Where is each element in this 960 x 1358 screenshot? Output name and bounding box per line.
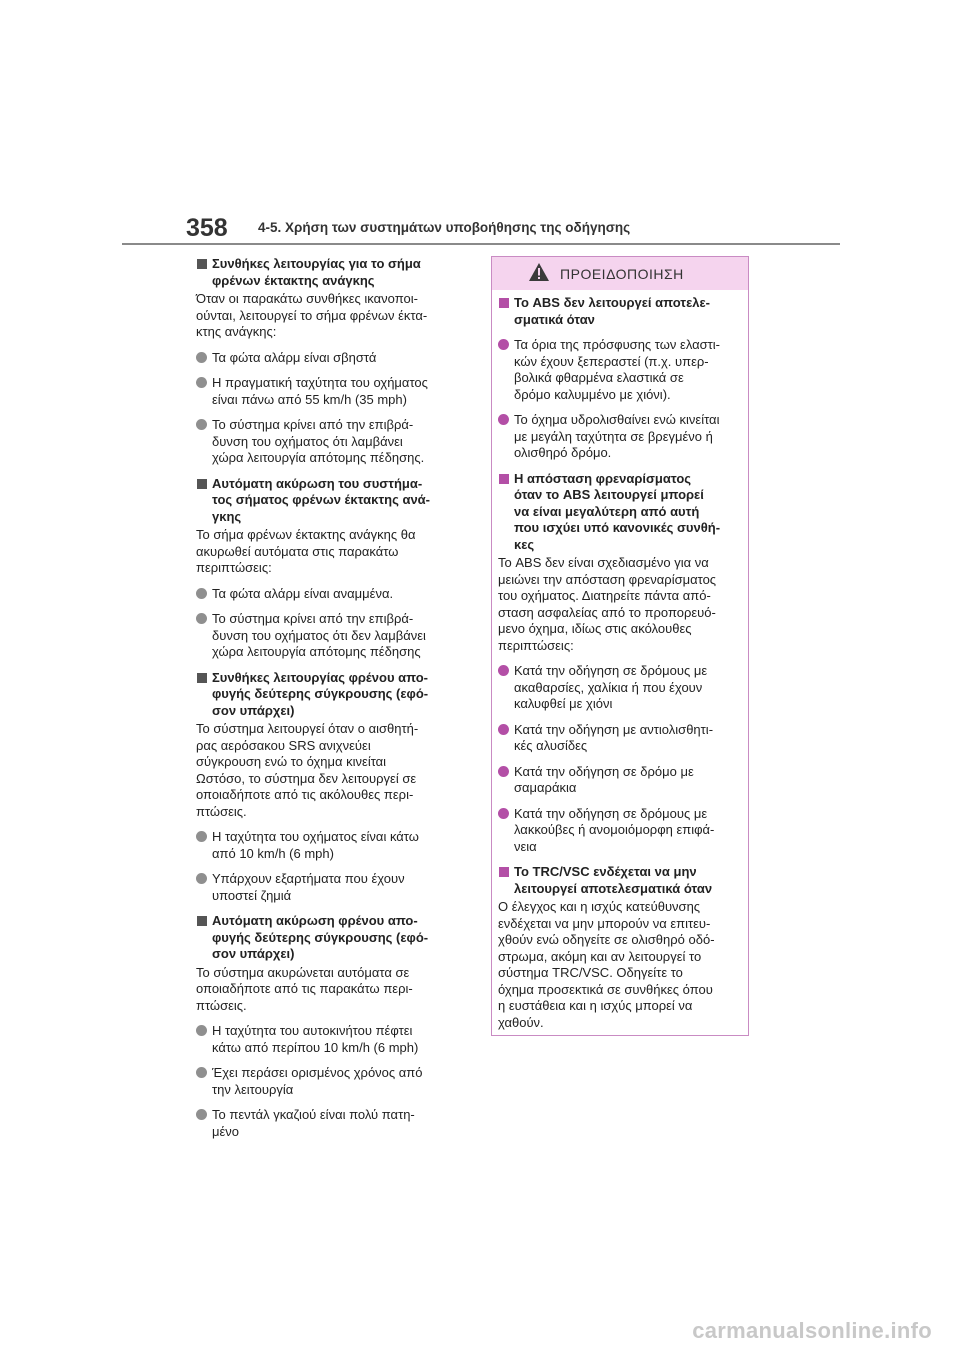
heading-line: Το ABS δεν λειτουργεί αποτελε- bbox=[514, 295, 710, 310]
paragraph-line: οποιαδήποτε από τις παρακάτω περι- bbox=[196, 981, 413, 996]
round-bullet-icon bbox=[196, 377, 207, 388]
round-bullet-icon bbox=[498, 808, 509, 819]
watermark: carmanualsonline.info bbox=[692, 1318, 932, 1343]
bullet-line: Τα φώτα αλάρμ είναι σβηστά bbox=[212, 349, 377, 365]
bullet-line: Το πεντάλ γκαζιού είναι πολύ πατη- bbox=[212, 1107, 415, 1122]
bullet-item bbox=[196, 417, 478, 467]
warning-header bbox=[492, 257, 748, 290]
bullet-line: ολισθηρό δρόμο. bbox=[514, 445, 612, 460]
paragraph-line: οποιαδήποτε από τις ακόλουθες περι- bbox=[196, 787, 414, 802]
bullet-item bbox=[196, 829, 478, 862]
round-bullet-icon bbox=[196, 419, 207, 430]
paragraph-line: μενο όχημα, ιδίως στις ακόλουθες bbox=[498, 621, 692, 636]
paragraph-line: Το σύστημα λειτουργεί όταν ο αισθητή- bbox=[196, 721, 419, 736]
bullet-line: καλυφθεί με χιόνι bbox=[514, 696, 613, 711]
bullet-line: Η ταχύτητα του οχήματος είναι κάτω bbox=[212, 829, 419, 844]
round-bullet-icon bbox=[498, 414, 509, 425]
paragraph-line: Ο έλεγχος και η ισχύς κατεύθυνσης bbox=[498, 899, 701, 914]
page-number: 358 bbox=[186, 214, 228, 242]
warning-title: ΠΡΟΕΙΔΟΠΟΙΗΣΗ bbox=[560, 266, 684, 282]
bullet-item bbox=[196, 1023, 478, 1056]
bullet-line: βολικά φθαρμένα ελαστικά σε bbox=[514, 370, 684, 385]
paragraph-line: μειώνει την απόσταση φρεναρίσματος bbox=[498, 571, 717, 587]
round-bullet-icon bbox=[196, 613, 207, 624]
section-paragraph bbox=[196, 721, 478, 820]
bullet-line: δυνση του οχήματος ότι λαμβάνει bbox=[212, 433, 403, 449]
heading-line: λειτουργεί αποτελεσματικά όταν bbox=[514, 880, 713, 896]
bullet-line: νεια bbox=[514, 838, 537, 854]
bullet-line: ακαθαρσίες, χαλίκια ή που έχουν bbox=[514, 679, 703, 695]
square-bullet-icon bbox=[499, 474, 509, 484]
bullet-item bbox=[498, 412, 743, 462]
heading-line: γκης bbox=[212, 508, 242, 524]
round-bullet-icon bbox=[498, 724, 509, 735]
round-bullet-icon bbox=[498, 339, 509, 350]
bullet-line: Τα φώτα αλάρμ είναι αναμμένα. bbox=[212, 585, 394, 601]
paragraph-line: κτης ανάγκης: bbox=[196, 324, 277, 339]
section-block bbox=[498, 295, 743, 462]
section-paragraph bbox=[196, 291, 478, 341]
heading-line: φυγής δεύτερης σύγκρουσης (εφό- bbox=[212, 929, 429, 945]
bullet-line: Κατά την οδήγηση σε δρόμο με bbox=[514, 763, 694, 779]
section-block bbox=[196, 670, 478, 905]
heading-line: Αυτόματη ακύρωση φρένου απο- bbox=[212, 913, 418, 928]
square-bullet-icon bbox=[197, 259, 207, 269]
square-bullet-icon bbox=[499, 867, 509, 877]
bullet-item bbox=[196, 611, 478, 661]
paragraph-line: χαθούν. bbox=[498, 1014, 544, 1030]
bullet-item bbox=[498, 806, 743, 856]
paragraph-line: σύστημα TRC/VSC. Οδηγείτε το bbox=[498, 965, 683, 980]
section-heading bbox=[196, 256, 478, 289]
section-heading bbox=[498, 471, 743, 554]
bullet-line: Το σύστημα κρίνει από την επιβρά- bbox=[212, 611, 414, 626]
square-bullet-icon bbox=[197, 673, 207, 683]
round-bullet-icon bbox=[498, 665, 509, 676]
section-heading bbox=[498, 295, 743, 328]
round-bullet-icon bbox=[196, 1109, 207, 1120]
section-paragraph bbox=[498, 899, 743, 1031]
heading-line: σον υπάρχει) bbox=[212, 702, 295, 718]
warning-body bbox=[492, 290, 748, 1031]
bullet-item bbox=[498, 722, 743, 755]
warning-triangle-icon bbox=[528, 262, 550, 282]
bullet-line: με μεγάλη ταχύτητα σε βρεγμένο ή bbox=[514, 428, 713, 444]
heading-line: φυγής δεύτερης σύγκρουσης (εφό- bbox=[212, 686, 429, 701]
paragraph-line: Ωστόσο, το σύστημα δεν λειτουργεί σε bbox=[196, 770, 417, 786]
paragraph-line: σύγκρουση ενώ το όχημα κινείται bbox=[196, 754, 387, 769]
round-bullet-icon bbox=[196, 352, 207, 363]
bullet-line: Η πραγματική ταχύτητα του οχήματος bbox=[212, 375, 428, 390]
paragraph-line: Το ABS δεν είναι σχεδιασμένο για να bbox=[498, 555, 709, 570]
round-bullet-icon bbox=[196, 831, 207, 842]
bullet-item bbox=[196, 871, 478, 904]
bullet-item bbox=[196, 1065, 478, 1098]
section-paragraph bbox=[498, 555, 743, 654]
heading-line: να είναι μεγαλύτερη από αυτή bbox=[514, 503, 700, 519]
section-block bbox=[196, 256, 478, 467]
bullet-line: λακκούβες ή ανομοιόμορφη επιφά- bbox=[514, 822, 715, 837]
round-bullet-icon bbox=[196, 1067, 207, 1078]
section-block bbox=[196, 476, 478, 661]
section-heading bbox=[196, 913, 478, 963]
heading-line: Η απόσταση φρεναρίσματος bbox=[514, 470, 692, 486]
paragraph-line: πτώσεις. bbox=[196, 997, 247, 1013]
bullet-item bbox=[196, 350, 478, 367]
bullet-line: Το όχημα υδρολισθαίνει ενώ κινείται bbox=[514, 412, 720, 427]
section-paragraph bbox=[196, 527, 478, 577]
bullet-line: μένο bbox=[212, 1123, 240, 1139]
bullet-line: Τα όρια της πρόσφυσης των ελαστι- bbox=[514, 337, 721, 352]
round-bullet-icon bbox=[196, 588, 207, 599]
paragraph-line: πτώσεις. bbox=[196, 803, 247, 819]
bullet-line: την λειτουργία bbox=[212, 1081, 294, 1097]
page-header bbox=[0, 0, 960, 250]
bullet-item bbox=[498, 663, 743, 713]
bullet-item bbox=[498, 764, 743, 797]
paragraph-line: Όταν οι παρακάτω συνθήκες ικανοποι- bbox=[196, 291, 418, 306]
paragraph-line: περιπτώσεις: bbox=[498, 637, 574, 653]
bullet-item bbox=[196, 586, 478, 603]
square-bullet-icon bbox=[499, 298, 509, 308]
section-heading bbox=[196, 670, 478, 720]
paragraph-line: όχημα προσεκτικά σε συνθήκες όπου bbox=[498, 981, 713, 997]
heading-line: σματικά όταν bbox=[514, 311, 595, 327]
bullet-line: χώρα λειτουργία απότομης πέδησης. bbox=[212, 450, 425, 465]
paragraph-line: ούνται, λειτουργεί το σήμα φρένων έκτα- bbox=[196, 307, 428, 323]
bullet-line: κές αλυσίδες bbox=[514, 738, 588, 753]
round-bullet-icon bbox=[498, 766, 509, 777]
bullet-line: δυνση του οχήματος ότι δεν λαμβάνει bbox=[212, 627, 426, 643]
bullet-line: Κατά την οδήγηση σε δρόμους με bbox=[514, 805, 708, 821]
square-bullet-icon bbox=[197, 479, 207, 489]
heading-line: φρένων έκτακτης ανάγκης bbox=[212, 272, 375, 288]
heading-line: Συνθήκες λειτουργίας για το σήμα bbox=[212, 256, 421, 271]
heading-line: τος σήματος φρένων έκτακτης ανά- bbox=[212, 492, 430, 507]
bullet-item bbox=[498, 337, 743, 403]
heading-line: Το TRC/VSC ενδέχεται να μην bbox=[514, 864, 697, 879]
heading-line: Αυτόματη ακύρωση του συστήμα- bbox=[212, 475, 423, 491]
heading-line: Συνθήκες λειτουργίας φρένου απο- bbox=[212, 669, 428, 685]
section-block bbox=[498, 864, 743, 1031]
bullet-line: κών έχουν ξεπεραστεί (π.χ. υπερ- bbox=[514, 353, 709, 369]
bullet-line: χώρα λειτουργία απότομης πέδησης bbox=[212, 644, 421, 659]
paragraph-line: σταση ασφαλείας από το προπορευό- bbox=[498, 604, 716, 620]
bullet-line: είναι πάνω από 55 km/h (35 mph) bbox=[212, 391, 407, 407]
header-rule bbox=[122, 243, 840, 245]
heading-line: σον υπάρχει) bbox=[212, 946, 295, 961]
bullet-line: Το σύστημα κρίνει από την επιβρά- bbox=[212, 417, 414, 432]
bullet-line: Έχει περάσει ορισμένος χρόνος από bbox=[212, 1065, 423, 1080]
bullet-line: Υπάρχουν εξαρτήματα που έχουν bbox=[212, 871, 405, 886]
paragraph-line: ακυρωθεί αυτόματα στις παρακάτω bbox=[196, 543, 399, 559]
left-column bbox=[196, 256, 478, 1149]
section-heading bbox=[196, 476, 478, 526]
section-block bbox=[196, 913, 478, 1140]
paragraph-line: ενδέχεται να μην μπορούν να επιτευ- bbox=[498, 915, 711, 931]
paragraph-line: χθούν ενώ οδηγείτε σε ολισθηρό οδό- bbox=[498, 932, 715, 947]
paragraph-line: του οχήματος. Διατηρείτε πάντα από- bbox=[498, 588, 711, 603]
heading-line: κες bbox=[514, 536, 535, 552]
paragraph-line: στρωμα, ακόμη και αν λειτουργεί το bbox=[498, 948, 702, 964]
paragraph-line: ρας αερόσακου SRS ανιχνεύει bbox=[196, 737, 371, 753]
bullet-line: κάτω από περίπου 10 km/h (6 mph) bbox=[212, 1039, 419, 1055]
square-bullet-icon bbox=[197, 916, 207, 926]
bullet-item bbox=[196, 1107, 478, 1140]
bullet-line: υποστεί ζημιά bbox=[212, 887, 292, 903]
section-title: 4-5. Χρήση των συστημάτων υποβοήθησης της οδήγησης bbox=[258, 220, 631, 235]
section-block bbox=[498, 471, 743, 856]
paragraph-line: η ευστάθεια και η ισχύς μπορεί να bbox=[498, 998, 693, 1013]
section-heading bbox=[498, 864, 743, 897]
paragraph-line: Το σύστημα ακυρώνεται αυτόματα σε bbox=[196, 964, 410, 980]
heading-line: όταν το ABS λειτουργεί μπορεί bbox=[514, 487, 704, 502]
bullet-line: Η ταχύτητα του αυτοκινήτου πέφτει bbox=[212, 1023, 413, 1038]
bullet-line: σαμαράκια bbox=[514, 780, 577, 795]
bullet-line: Κατά την οδήγηση σε δρόμους με bbox=[514, 663, 708, 678]
bullet-line: δρόμο καλυμμένο με χιόνι). bbox=[514, 386, 671, 402]
round-bullet-icon bbox=[196, 1025, 207, 1036]
paragraph-line: περιπτώσεις: bbox=[196, 560, 272, 575]
bullet-line: Κατά την οδήγηση με αντιολισθητι- bbox=[514, 721, 714, 737]
heading-line: που ισχύει υπό κανονικές συνθή- bbox=[514, 520, 721, 535]
round-bullet-icon bbox=[196, 873, 207, 884]
paragraph-line: Το σήμα φρένων έκτακτης ανάγκης θα bbox=[196, 527, 416, 542]
bullet-item bbox=[196, 375, 478, 408]
section-paragraph bbox=[196, 965, 478, 1015]
warning-box bbox=[491, 256, 749, 1036]
bullet-line: από 10 km/h (6 mph) bbox=[212, 845, 334, 861]
